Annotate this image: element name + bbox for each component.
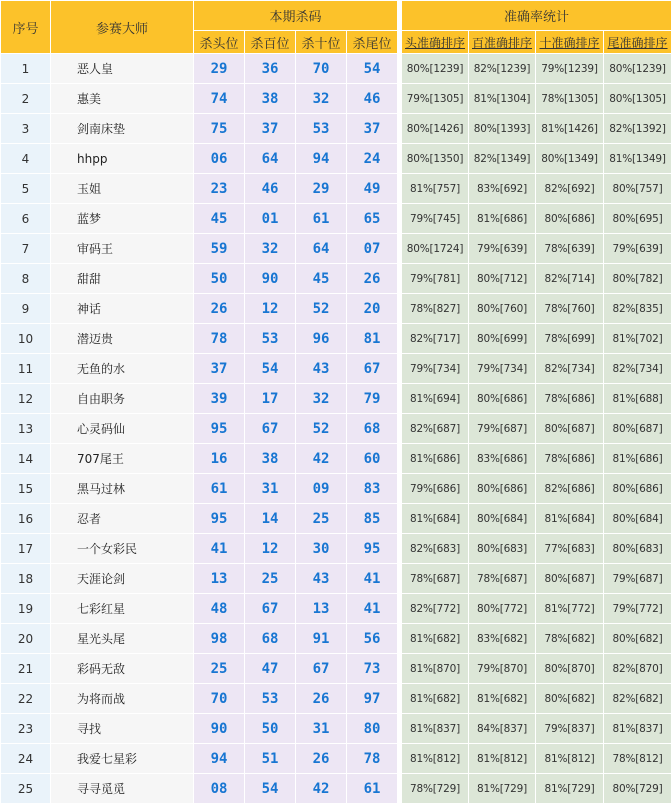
hundreds-accuracy: 80%[1393] [469,114,536,144]
tens-accuracy: 78%[639] [536,234,604,264]
tail-accuracy: 80%[1239] [604,54,671,84]
head-accuracy: 81%[694] [402,384,469,414]
kill-head-value: 16 [194,444,245,474]
kill-tens-value: 64 [296,234,347,264]
kill-tens-value: 42 [296,774,347,804]
head-accuracy: 80%[1426] [402,114,469,144]
table-row [1,564,671,594]
header-no: 序号 [1,1,51,54]
hundreds-accuracy: 80%[686] [469,474,536,504]
table-row [1,444,671,474]
kill-hundreds-value: 50 [245,714,296,744]
hundreds-accuracy: 79%[687] [469,414,536,444]
row-number: 7 [1,234,51,264]
kill-tail-value: 83 [347,474,398,504]
kill-head-value: 61 [194,474,245,504]
kill-head-value: 41 [194,534,245,564]
kill-head-value: 37 [194,354,245,384]
master-name: 蓝梦 [51,204,194,234]
kill-tens-value: 26 [296,684,347,714]
kill-tail-value: 81 [347,324,398,354]
master-name: 恶人皇 [51,54,194,84]
table-row [1,624,671,654]
kill-head-value: 08 [194,774,245,804]
kill-hundreds-value: 54 [245,354,296,384]
kill-hundreds-value: 25 [245,564,296,594]
sort-hundreds-accuracy-link[interactable]: 百准确排序 [469,31,536,54]
tens-accuracy: 78%[686] [536,384,604,414]
master-name: 我爱七星彩 [51,744,194,774]
kill-tens-value: 31 [296,714,347,744]
kill-tens-value: 52 [296,414,347,444]
master-name: 惠美 [51,84,194,114]
table-body [1,54,671,804]
head-accuracy: 80%[1724] [402,234,469,264]
kill-tail-value: 73 [347,654,398,684]
table-row [1,504,671,534]
tens-accuracy: 80%[1349] [536,144,604,174]
kill-head-value: 26 [194,294,245,324]
tail-accuracy: 80%[686] [604,474,671,504]
tens-accuracy: 78%[760] [536,294,604,324]
tens-accuracy: 81%[812] [536,744,604,774]
master-name: 一个女彩民 [51,534,194,564]
hundreds-accuracy: 82%[1349] [469,144,536,174]
kill-tens-value: 70 [296,54,347,84]
hundreds-accuracy: 80%[712] [469,264,536,294]
master-name: 无鱼的水 [51,354,194,384]
kill-head-value: 78 [194,324,245,354]
master-name: 星光头尾 [51,624,194,654]
kill-hundreds-value: 64 [245,144,296,174]
kill-tail-value: 80 [347,714,398,744]
kill-hundreds-value: 36 [245,54,296,84]
kill-tail-value: 46 [347,84,398,114]
kill-tens-value: 94 [296,144,347,174]
master-name: 为将而战 [51,684,194,714]
kill-hundreds-value: 31 [245,474,296,504]
kill-tail-value: 95 [347,534,398,564]
tens-accuracy: 78%[686] [536,444,604,474]
row-number: 23 [1,714,51,744]
kill-hundreds-value: 67 [245,594,296,624]
kill-tail-value: 68 [347,414,398,444]
kill-head-value: 74 [194,84,245,114]
table-header [1,1,671,54]
master-name: 七彩红星 [51,594,194,624]
tail-accuracy: 80%[682] [604,624,671,654]
tens-accuracy: 81%[684] [536,504,604,534]
kill-tail-value: 67 [347,354,398,384]
master-name: 潜迈贵 [51,324,194,354]
header-master: 参赛大师 [51,1,194,54]
head-accuracy: 79%[1305] [402,84,469,114]
kill-head-value: 98 [194,624,245,654]
table-row [1,54,671,84]
table-row [1,654,671,684]
kill-hundreds-value: 47 [245,654,296,684]
kill-head-value: 50 [194,264,245,294]
tens-accuracy: 82%[714] [536,264,604,294]
kill-head-value: 06 [194,144,245,174]
row-number: 2 [1,84,51,114]
master-name: 寻找 [51,714,194,744]
hundreds-accuracy: 79%[734] [469,354,536,384]
sort-head-accuracy-link[interactable]: 头准确排序 [402,31,469,54]
kill-head-value: 59 [194,234,245,264]
kill-tail-value: 26 [347,264,398,294]
head-accuracy: 81%[686] [402,444,469,474]
row-number: 19 [1,594,51,624]
tens-accuracy: 79%[837] [536,714,604,744]
tens-accuracy: 82%[686] [536,474,604,504]
head-accuracy: 82%[683] [402,534,469,564]
kill-head-value: 90 [194,714,245,744]
kill-tail-value: 49 [347,174,398,204]
hundreds-accuracy: 81%[1304] [469,84,536,114]
tail-accuracy: 80%[729] [604,774,671,804]
table-row [1,174,671,204]
master-name: 神话 [51,294,194,324]
kill-tens-value: 42 [296,444,347,474]
hundreds-accuracy: 79%[639] [469,234,536,264]
row-number: 24 [1,744,51,774]
table-row [1,744,671,774]
head-accuracy: 81%[837] [402,714,469,744]
tens-accuracy: 82%[734] [536,354,604,384]
tail-accuracy: 81%[837] [604,714,671,744]
hundreds-accuracy: 81%[729] [469,774,536,804]
tail-accuracy: 80%[1305] [604,84,671,114]
kill-tens-value: 52 [296,294,347,324]
head-accuracy: 79%[745] [402,204,469,234]
kill-hundreds-value: 67 [245,414,296,444]
row-number: 18 [1,564,51,594]
head-accuracy: 81%[870] [402,654,469,684]
tens-accuracy: 81%[772] [536,594,604,624]
table-row [1,114,671,144]
kill-tens-value: 32 [296,384,347,414]
head-accuracy: 79%[734] [402,354,469,384]
kill-tail-value: 60 [347,444,398,474]
kill-tail-value: 78 [347,744,398,774]
row-number: 17 [1,534,51,564]
kill-tail-value: 20 [347,294,398,324]
tail-accuracy: 81%[688] [604,384,671,414]
table-row [1,354,671,384]
master-name: hhpp [51,144,194,174]
kill-hundreds-value: 14 [245,504,296,534]
tail-accuracy: 80%[683] [604,534,671,564]
hundreds-accuracy: 83%[686] [469,444,536,474]
tail-accuracy: 82%[1392] [604,114,671,144]
head-accuracy: 81%[757] [402,174,469,204]
master-name: 707尾王 [51,444,194,474]
kill-tens-value: 32 [296,84,347,114]
kill-tens-value: 25 [296,504,347,534]
tail-accuracy: 79%[687] [604,564,671,594]
kill-tens-value: 09 [296,474,347,504]
kill-hundreds-value: 12 [245,294,296,324]
head-accuracy: 79%[686] [402,474,469,504]
tail-accuracy: 80%[684] [604,504,671,534]
hundreds-accuracy: 79%[870] [469,654,536,684]
table-row [1,144,671,174]
table-row [1,714,671,744]
kill-tail-value: 61 [347,774,398,804]
kill-hundreds-value: 46 [245,174,296,204]
row-number: 16 [1,504,51,534]
master-name: 心灵码仙 [51,414,194,444]
head-accuracy: 81%[684] [402,504,469,534]
table-row [1,84,671,114]
kill-head-value: 48 [194,594,245,624]
tail-accuracy: 80%[782] [604,264,671,294]
kill-head-value: 94 [194,744,245,774]
hundreds-accuracy: 81%[686] [469,204,536,234]
row-number: 5 [1,174,51,204]
table-row [1,294,671,324]
row-number: 13 [1,414,51,444]
tail-accuracy: 80%[695] [604,204,671,234]
kill-head-value: 25 [194,654,245,684]
kill-hundreds-value: 32 [245,234,296,264]
header-kill-head: 杀头位 [194,31,245,54]
tail-accuracy: 78%[812] [604,744,671,774]
kill-tens-value: 29 [296,174,347,204]
hundreds-accuracy: 78%[687] [469,564,536,594]
tens-accuracy: 82%[692] [536,174,604,204]
kill-hundreds-value: 37 [245,114,296,144]
kill-tens-value: 43 [296,564,347,594]
master-name: 审码王 [51,234,194,264]
tens-accuracy: 77%[683] [536,534,604,564]
kill-tail-value: 85 [347,504,398,534]
row-number: 1 [1,54,51,84]
kill-tail-value: 24 [347,144,398,174]
kill-tens-value: 53 [296,114,347,144]
table-row [1,384,671,414]
head-accuracy: 82%[772] [402,594,469,624]
table-row [1,234,671,264]
kill-head-value: 23 [194,174,245,204]
row-number: 8 [1,264,51,294]
tail-accuracy: 81%[702] [604,324,671,354]
master-name: 寻寻觅觅 [51,774,194,804]
row-number: 20 [1,624,51,654]
kill-tail-value: 07 [347,234,398,264]
row-number: 25 [1,774,51,804]
kill-tens-value: 96 [296,324,347,354]
master-name: 玉姐 [51,174,194,204]
head-accuracy: 78%[729] [402,774,469,804]
sort-tail-accuracy-link[interactable]: 尾准确排序 [604,31,671,54]
kill-tail-value: 37 [347,114,398,144]
kill-hundreds-value: 54 [245,774,296,804]
table-row [1,324,671,354]
head-accuracy: 82%[717] [402,324,469,354]
tens-accuracy: 81%[1426] [536,114,604,144]
head-accuracy: 82%[687] [402,414,469,444]
tail-accuracy: 81%[1349] [604,144,671,174]
tail-accuracy: 82%[734] [604,354,671,384]
tens-accuracy: 80%[687] [536,564,604,594]
master-name: 忍者 [51,504,194,534]
hundreds-accuracy: 80%[683] [469,534,536,564]
row-number: 21 [1,654,51,684]
tens-accuracy: 78%[682] [536,624,604,654]
hundreds-accuracy: 80%[772] [469,594,536,624]
tens-accuracy: 79%[1239] [536,54,604,84]
row-number: 4 [1,144,51,174]
tail-accuracy: 79%[639] [604,234,671,264]
header-kill-tens: 杀十位 [296,31,347,54]
row-number: 15 [1,474,51,504]
head-accuracy: 79%[781] [402,264,469,294]
kill-hundreds-value: 53 [245,684,296,714]
kill-tail-value: 56 [347,624,398,654]
hundreds-accuracy: 83%[692] [469,174,536,204]
tail-accuracy: 80%[687] [604,414,671,444]
row-number: 10 [1,324,51,354]
row-number: 11 [1,354,51,384]
kill-tail-value: 79 [347,384,398,414]
hundreds-accuracy: 84%[837] [469,714,536,744]
tail-accuracy: 79%[772] [604,594,671,624]
kill-head-value: 39 [194,384,245,414]
kill-tail-value: 41 [347,594,398,624]
header-current-kill: 本期杀码 [194,1,398,31]
head-accuracy: 81%[812] [402,744,469,774]
head-accuracy: 78%[827] [402,294,469,324]
kill-tail-value: 65 [347,204,398,234]
kill-tens-value: 43 [296,354,347,384]
kill-head-value: 70 [194,684,245,714]
row-number: 22 [1,684,51,714]
head-accuracy: 80%[1350] [402,144,469,174]
kill-tail-value: 97 [347,684,398,714]
head-accuracy: 81%[682] [402,684,469,714]
master-name: 甜甜 [51,264,194,294]
master-name: 自由职务 [51,384,194,414]
kill-tens-value: 45 [296,264,347,294]
kill-hundreds-value: 90 [245,264,296,294]
kill-head-value: 45 [194,204,245,234]
kill-tens-value: 30 [296,534,347,564]
kill-hundreds-value: 12 [245,534,296,564]
master-name: 黑马过林 [51,474,194,504]
kill-hundreds-value: 38 [245,444,296,474]
master-name: 天涯论剑 [51,564,194,594]
row-number: 6 [1,204,51,234]
hundreds-accuracy: 83%[682] [469,624,536,654]
kill-hundreds-value: 51 [245,744,296,774]
table-row [1,534,671,564]
kill-head-value: 75 [194,114,245,144]
tens-accuracy: 78%[699] [536,324,604,354]
header-kill-hundreds: 杀百位 [245,31,296,54]
kill-tens-value: 91 [296,624,347,654]
table-row [1,474,671,504]
table-row [1,594,671,624]
head-accuracy: 78%[687] [402,564,469,594]
head-accuracy: 81%[682] [402,624,469,654]
row-number: 3 [1,114,51,144]
hundreds-accuracy: 81%[682] [469,684,536,714]
tail-accuracy: 81%[686] [604,444,671,474]
kill-tens-value: 61 [296,204,347,234]
kill-head-value: 95 [194,414,245,444]
tail-accuracy: 82%[870] [604,654,671,684]
kill-hundreds-value: 38 [245,84,296,114]
hundreds-accuracy: 80%[699] [469,324,536,354]
kill-hundreds-value: 68 [245,624,296,654]
tens-accuracy: 80%[682] [536,684,604,714]
tens-accuracy: 78%[1305] [536,84,604,114]
table-row [1,264,671,294]
row-number: 12 [1,384,51,414]
kill-hundreds-value: 53 [245,324,296,354]
tens-accuracy: 80%[686] [536,204,604,234]
kill-head-value: 95 [194,504,245,534]
table-row [1,684,671,714]
kill-head-value: 29 [194,54,245,84]
header-kill-tail: 杀尾位 [347,31,398,54]
header-accuracy-stats: 准确率统计 [402,1,671,31]
hundreds-accuracy: 82%[1239] [469,54,536,84]
kill-tail-value: 54 [347,54,398,84]
hundreds-accuracy: 80%[686] [469,384,536,414]
tail-accuracy: 82%[682] [604,684,671,714]
row-number: 14 [1,444,51,474]
kill-head-value: 13 [194,564,245,594]
tens-accuracy: 80%[870] [536,654,604,684]
kill-tens-value: 13 [296,594,347,624]
master-name: 剑南床垫 [51,114,194,144]
master-name: 彩码无敌 [51,654,194,684]
tail-accuracy: 82%[835] [604,294,671,324]
sort-tens-accuracy-link[interactable]: 十准确排序 [536,31,604,54]
kill-hundreds-value: 01 [245,204,296,234]
kill-tens-value: 67 [296,654,347,684]
tens-accuracy: 81%[729] [536,774,604,804]
hundreds-accuracy: 80%[760] [469,294,536,324]
row-number: 9 [1,294,51,324]
table-row [1,774,671,804]
kill-tail-value: 41 [347,564,398,594]
hundreds-accuracy: 81%[812] [469,744,536,774]
table-row [1,204,671,234]
table-row [1,414,671,444]
kill-hundreds-value: 17 [245,384,296,414]
head-accuracy: 80%[1239] [402,54,469,84]
tens-accuracy: 80%[687] [536,414,604,444]
tail-accuracy: 80%[757] [604,174,671,204]
hundreds-accuracy: 80%[684] [469,504,536,534]
kill-tens-value: 26 [296,744,347,774]
